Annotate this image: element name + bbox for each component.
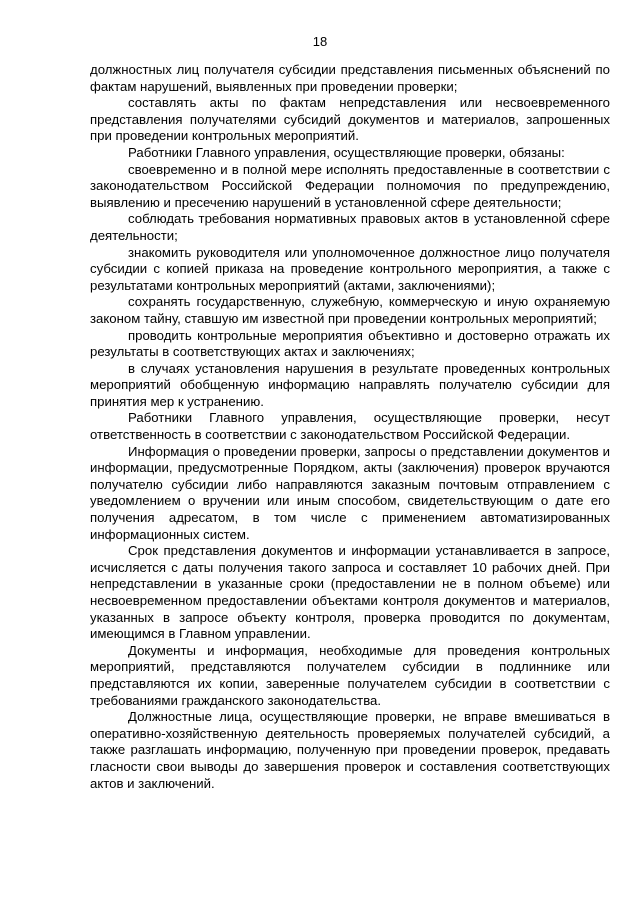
paragraph: Работники Главного управления, осуществляющие проверки, обязаны: xyxy=(128,144,565,160)
document-body xyxy=(90,62,610,792)
paragraph: составлять акты по фактам непредставления или несвоевременного представления получателями субсидий документов и материалов, запрошенных при проведении контрольных мероприятий. xyxy=(90,95,610,144)
paragraph: Документы и информация, необходимые для проведения контрольных мероприятий, представляются получателем субсидии в подлиннике или представляются их копии, заверенные получателем субсидии в соответствии с требованиями гражданского законодательства. xyxy=(90,642,610,708)
paragraph: своевременно и в полной мере исполнять предоставленные в соответствии с законодательством Российской Федерации полномочия по предупреждению, выявлению и пресечению нарушений в установленной сфере деятельности; xyxy=(90,161,610,210)
paragraph: в случаях установления нарушения в результате проведенных контрольных мероприятий обобщенную информацию направлять получателю субсидии для принятия мер к устранению. xyxy=(90,360,610,409)
paragraph: проводить контрольные мероприятия объективно и достоверно отражать их результаты в соответствующих актах и заключениях; xyxy=(90,327,610,360)
paragraph: Работники Главного управления, осуществляющие проверки, несут ответственность в соответствии с законодательством Российской Федерации. xyxy=(90,410,610,443)
paragraph: Информация о проведении проверки, запросы о представлении документов и информации, предусмотренные Порядком, акты (заключения) проверок вручаются получателю субсидии либо направляются заказным почтовым отправлением с уведомлением о вручении или иным способом, свидетельствующим о дате его получения адресатом, в том числе с применением автоматизированных информационных систем. xyxy=(90,443,610,542)
paragraph: знакомить руководителя или уполномоченное должностное лицо получателя субсидии с копией приказа на проведение контрольного мероприятия, а также с результатами контрольных мероприятий (актами, заключениями); xyxy=(90,244,610,293)
paragraph: Должностные лица, осуществляющие проверки, не вправе вмешиваться в оперативно-хозяйственную деятельность проверяемых получателей субсидий, а также разглашать информацию, полученную при проведении проверок, предавать гласности свои выводы до завершения проверок и составления соответствующих актов и заключений. xyxy=(90,709,610,791)
paragraph: сохранять государственную, служебную, коммерческую и иную охраняемую законом тайну, ставшую им известной при проведении контрольных мероприятий; xyxy=(90,294,610,326)
paragraph: Срок представления документов и информации устанавливается в запросе, исчисляется с даты получения такого запроса и составляет 10 рабочих дней. При непредставлении в указанные сроки (предоставлении не в полном объеме) или несвоевременном предоставлении объектами контроля документов и материалов, указанных в запросе объекту контроля, проверка проводится по документам, имеющимся в Главном управлении. xyxy=(90,543,610,642)
paragraph-continuation: должностных лиц получателя субсидии представления письменных объяснений по фактам нарушений, выявленных при проведении проверки; xyxy=(90,62,610,94)
page-number: 18 xyxy=(312,34,328,49)
paragraph: соблюдать требования нормативных правовых актов в установленной сфере деятельности; xyxy=(90,211,610,243)
